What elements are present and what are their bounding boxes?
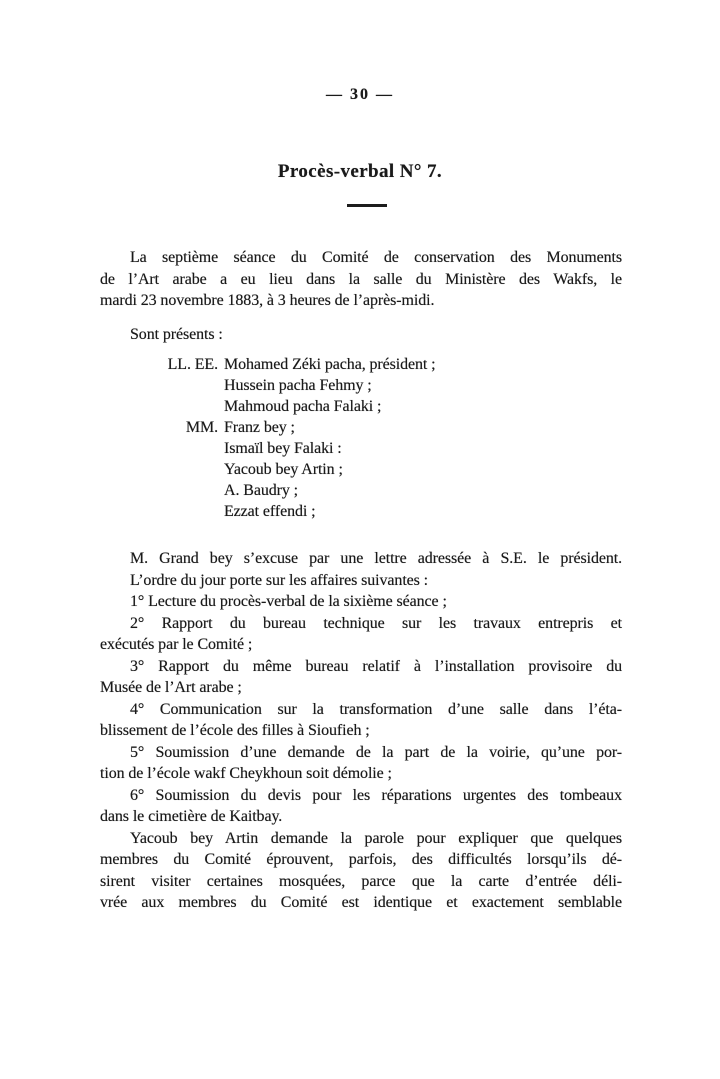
attendee-name: Hussein pacha Fehmy ; bbox=[224, 377, 372, 394]
document-body bbox=[100, 247, 622, 914]
text-line: 6° Soumission du devis pour les réparations urgentes des tombeaux bbox=[130, 786, 622, 804]
agenda-item-5 bbox=[100, 742, 622, 785]
agenda-item-2 bbox=[100, 613, 622, 656]
agenda-item-1 bbox=[100, 591, 622, 613]
text-line: de l’Art arabe a eu lieu dans la salle du Ministère des Wakfs, le bbox=[100, 270, 622, 288]
attendee-name: Ezzat effendi ; bbox=[224, 503, 316, 520]
attendee-name: Ismaïl bey Falaki : bbox=[224, 440, 342, 457]
text-line: 2° Rapport du bureau technique sur les travaux entrepris et bbox=[130, 614, 622, 632]
text-line: sirent visiter certaines mosquées, parce que la carte d’entrée déli- bbox=[100, 872, 622, 890]
text-line: tion de l’école wakf Cheykhoun soit démolie ; bbox=[100, 765, 392, 782]
attendee-group-label: LL. EE. bbox=[167, 356, 218, 373]
text-line: vrée aux membres du Comité est identique et exactement semblable bbox=[100, 894, 622, 911]
agenda-item-4 bbox=[100, 699, 622, 742]
text-line: Sont présents : bbox=[130, 325, 223, 343]
text-line: dans le cimetière de Kaitbay. bbox=[100, 808, 283, 825]
intro-paragraph bbox=[100, 247, 622, 312]
text-line: 3° Rapport du même bureau relatif à l’installation provisoire du bbox=[130, 657, 622, 675]
text-line: exécutés par le Comité ; bbox=[100, 636, 253, 653]
text-line: Musée de l’Art arabe ; bbox=[100, 679, 242, 696]
attendee-name: Mahmoud pacha Falaki ; bbox=[224, 398, 382, 415]
text-line: mardi 23 novembre 1883, à 3 heures de l’après-midi. bbox=[100, 292, 435, 309]
attendee-names bbox=[224, 354, 622, 417]
presents-heading bbox=[100, 324, 622, 346]
text-line: La septième séance du Comité de conservation des Monuments bbox=[130, 249, 622, 266]
title-divider bbox=[347, 204, 387, 207]
text-line: L’ordre du jour porte sur les affaires suivantes : bbox=[130, 571, 429, 589]
text-line: 4° Communication sur la transformation d’une salle dans l’éta- bbox=[130, 700, 622, 718]
attendee-group-label: MM. bbox=[185, 419, 218, 436]
attendee-name: Franz bey ; bbox=[224, 419, 295, 436]
attendee-list bbox=[100, 354, 622, 522]
paragraph-yacoub-remarks bbox=[100, 828, 622, 914]
attendee-name: Yacoub bey Artin ; bbox=[224, 461, 343, 478]
page-number: — 30 — bbox=[326, 86, 394, 103]
text-line: blissement de l’école des filles à Sioufieh ; bbox=[100, 722, 370, 739]
attendee-name: Mohamed Zéki pacha, président ; bbox=[224, 356, 436, 373]
attendee-group-excellencies bbox=[100, 354, 622, 417]
agenda-item-3 bbox=[100, 656, 622, 699]
text-line: membres du Comité éprouvent, parfois, des difficultés lorsqu’ils dé- bbox=[100, 851, 622, 868]
page-title: Procès-verbal N° 7. bbox=[277, 161, 443, 182]
text-line: M. Grand bey s’excuse par une lettre adressée à S.E. le président. bbox=[130, 550, 622, 567]
text-line: 5° Soumission d’une demande de la part de la voirie, qu’une por- bbox=[130, 743, 622, 761]
paragraph-excuse bbox=[100, 548, 622, 570]
text-line: Yacoub bey Artin demande la parole pour expliquer que quelques bbox=[130, 829, 622, 847]
text-line: 1° Lecture du procès-verbal de la sixième séance ; bbox=[130, 593, 447, 610]
agenda-item-6 bbox=[100, 785, 622, 828]
attendee-group-messieurs bbox=[100, 417, 622, 522]
paragraph-agenda-intro bbox=[100, 570, 622, 592]
attendee-names bbox=[224, 417, 622, 522]
attendee-name: A. Baudry ; bbox=[224, 482, 299, 499]
